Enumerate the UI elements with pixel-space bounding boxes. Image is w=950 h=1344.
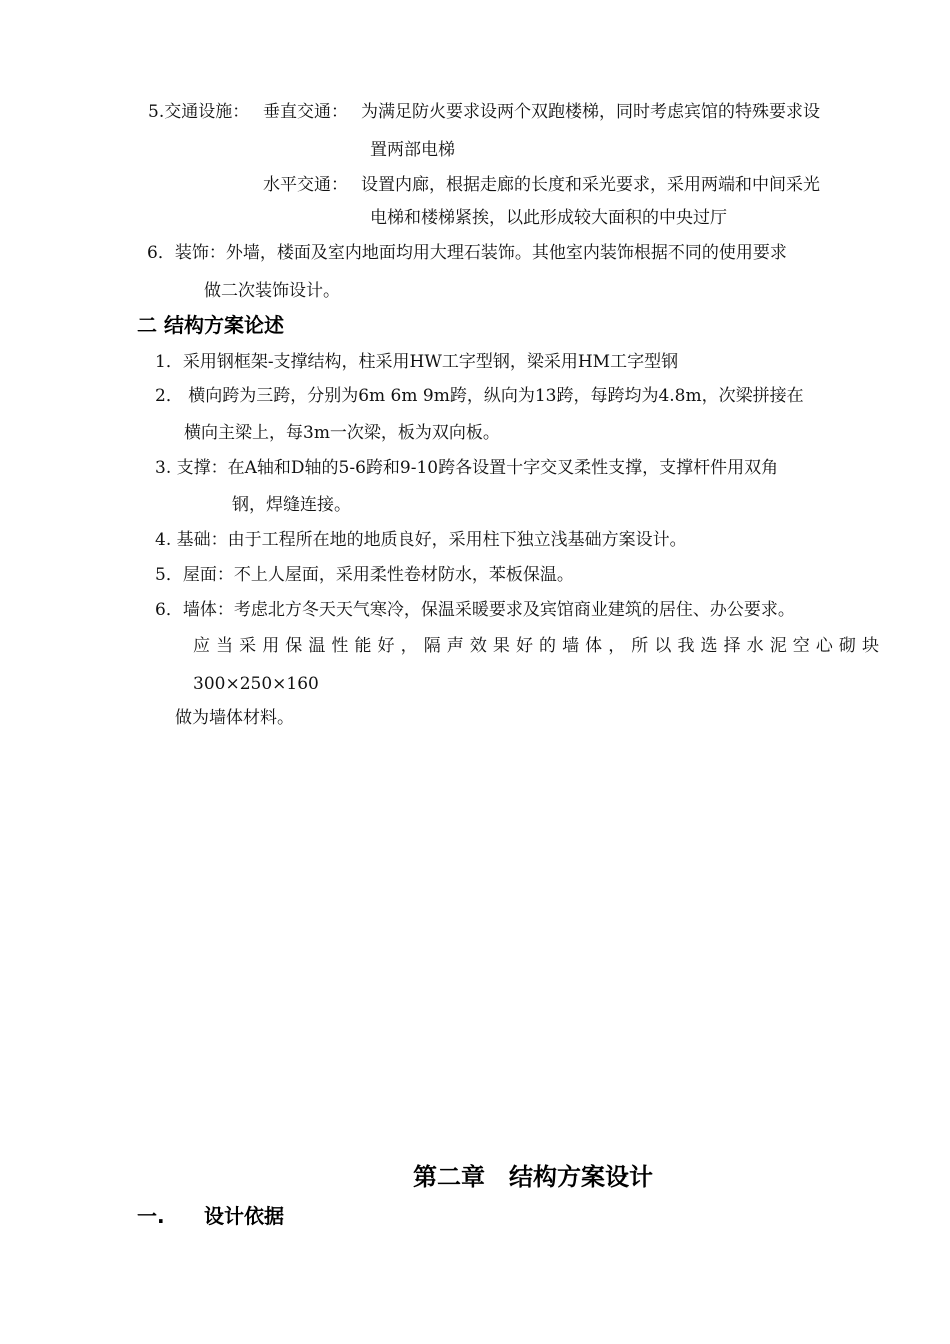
structure-item-1: 1．采用钢框架-支撑结构，柱采用HW工字型钢，梁采用HM工字型钢 [155, 352, 679, 372]
structure-item-6-line1: 6．墙体：考虑北方冬天天气寒冷，保温采暖要求及宾馆商业建筑的居住、办公要求。 [155, 600, 795, 620]
decoration-line1: 6．装饰：外墙，楼面及室内地面均用大理石装饰。其他室内装饰根据不同的使用要求 [147, 243, 787, 263]
structure-item-6-line4: 做为墙体材料。 [175, 708, 294, 728]
transport-vertical-label: 垂直交通： [263, 102, 348, 122]
decoration-line2: 做二次装饰设计。 [204, 281, 340, 301]
structure-item-4: 4. 基础：由于工程所在地的地质良好，采用柱下独立浅基础方案设计。 [155, 530, 687, 550]
chapter-section-number: 一. [137, 1204, 165, 1228]
transport-horizontal-line2: 电梯和楼梯紧挨，以此形成较大面积的中央过厅 [370, 208, 727, 228]
structure-item-6-line3: 300×250×160 [193, 674, 319, 694]
chapter-section-title: 设计依据 [204, 1204, 284, 1228]
transport-vertical-line2: 置两部电梯 [370, 140, 455, 160]
structure-item-5: 5．屋面：不上人屋面，采用柔性卷材防水，苯板保温。 [155, 565, 574, 585]
chapter-title: 第二章 结构方案设计 [413, 1163, 653, 1191]
structure-item-2-line2: 横向主梁上，每3m一次梁，板为双向板。 [184, 423, 500, 443]
structure-item-3-line2: 钢，焊缝连接。 [232, 495, 351, 515]
structure-item-2-line1: 2． 横向跨为三跨，分别为6m 6m 9m跨，纵向为13跨，每跨均为4.8m，次梁拼接在 [155, 386, 804, 406]
transport-label: 5.交通设施： [148, 102, 250, 122]
section-heading-structure: 二 结构方案论述 [137, 313, 284, 337]
structure-item-6-line2: 应当采用保温性能好，隔声效果好的墙体，所以我选择水泥空心砌块 [193, 636, 881, 656]
transport-horizontal-label: 水平交通： [263, 175, 348, 195]
transport-vertical-line1: 为满足防火要求设两个双跑楼梯，同时考虑宾馆的特殊要求设 [361, 102, 820, 122]
transport-horizontal-line1: 设置内廊，根据走廊的长度和采光要求，采用两端和中间采光 [361, 175, 820, 195]
structure-item-3-line1: 3. 支撑：在A轴和D轴的5-6跨和9-10跨各设置十字交叉柔性支撑，支撑杆件用双角 [155, 458, 779, 478]
